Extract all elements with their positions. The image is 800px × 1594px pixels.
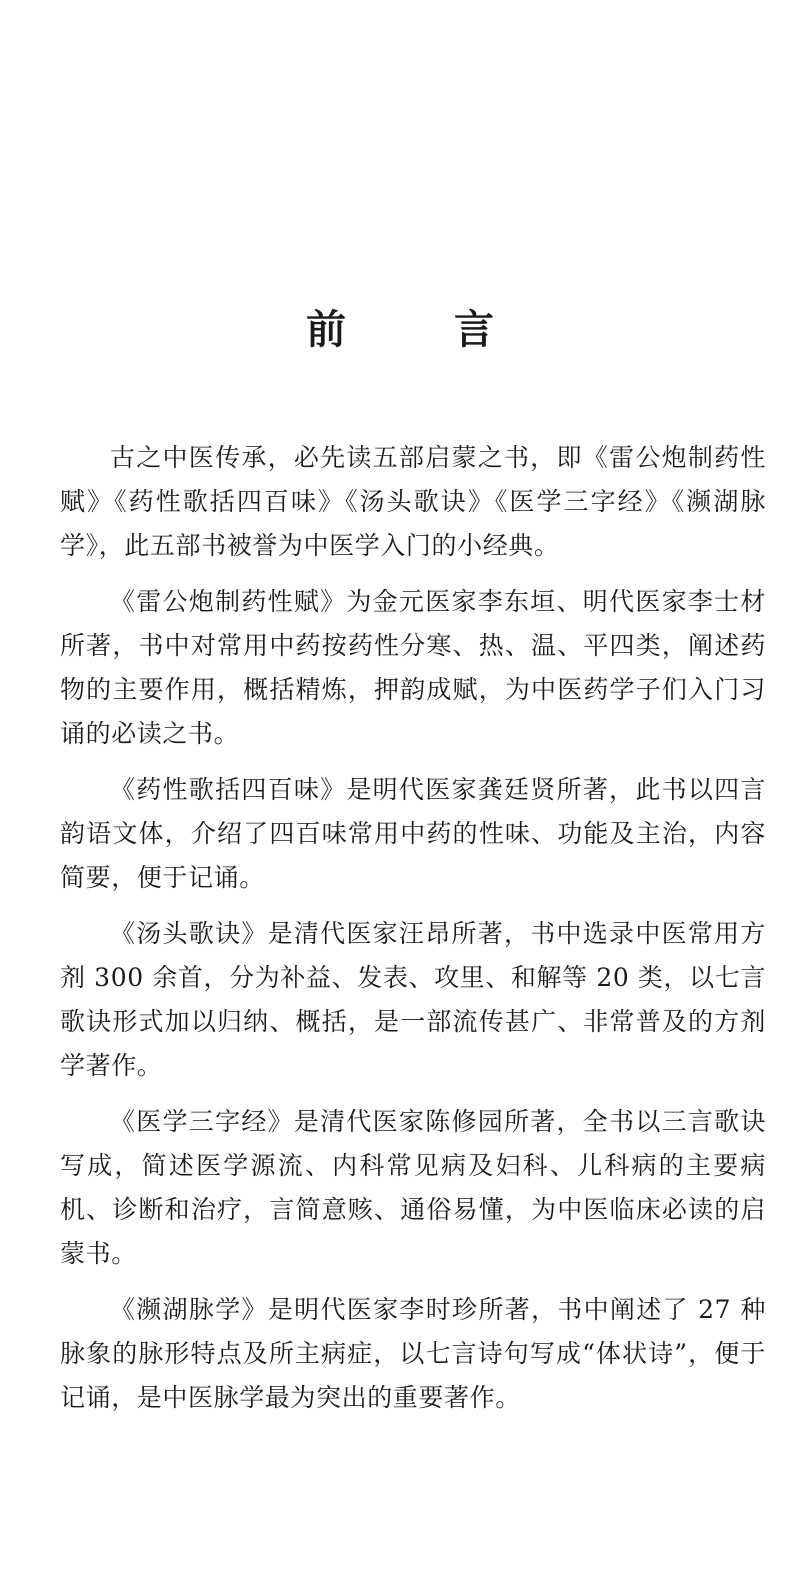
paragraph-tangtou: 《汤头歌诀》是清代医家汪昂所著，书中选录中医常用方剂 300 余首，分为补益、发表、攻里、和解等 20 类，以七言歌诀形式加以归纳、概括，是一部流传甚广、非常普及的方剂学著作。 [60, 919, 766, 1080]
page-title: 前 言 [306, 306, 528, 353]
paragraph-binhu: 《濒湖脉学》是明代医家李时珍所著，书中阐述了 27 种脉象的脉形特点及所主病症，以七言诗句写成“体状诗”，便于记诵，是中医脉学最为突出的重要著作。 [60, 1295, 766, 1412]
paragraph-yixue: 《医学三字经》是清代医家陈修园所著，全书以三言歌诀写成，简述医学源流、内科常见病及妇科、儿科病的主要病机、诊断和治疗，言简意赅、通俗易懂，为中医临床必读的启蒙书。 [60, 1107, 766, 1268]
paragraph-intro: 古之中医传承，必先读五部启蒙之书，即《雷公炮制药性赋》《药性歌括四百味》《汤头歌诀》《医学三字经》《濒湖脉学》，此五部书被誉为中医学入门的小经典。 [60, 443, 766, 560]
paragraph-leigong: 《雷公炮制药性赋》为金元医家李东垣、明代医家李士材所著，书中对常用中药按药性分寒、热、温、平四类，阐述药物的主要作用，概括精炼，押韵成赋，为中医药学子们入门习诵的必读之书。 [60, 587, 766, 748]
preface-body [60, 436, 766, 1432]
paragraph-yaoxing: 《药性歌括四百味》是明代医家龚廷贤所著，此书以四言韵语文体，介绍了四百味常用中药的性味、功能及主治，内容简要，便于记诵。 [60, 775, 766, 892]
